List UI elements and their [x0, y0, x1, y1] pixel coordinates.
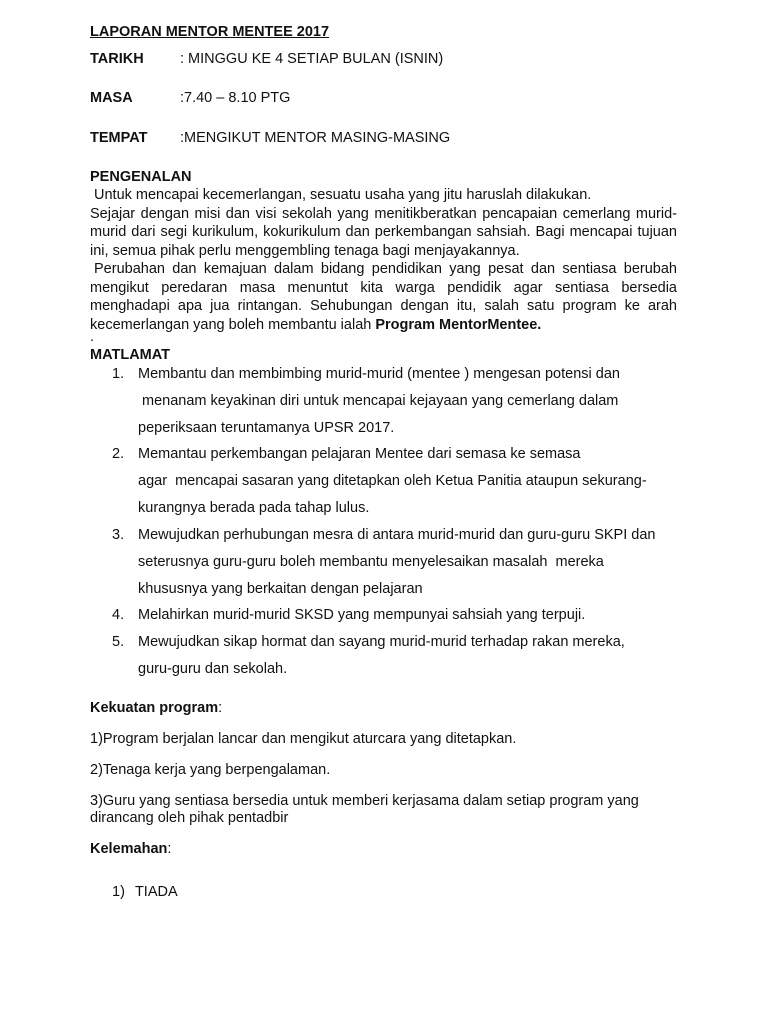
- introduction-paragraph-text: Perubahan dan kemajuan dalam bidang pendidikan yang pesat dan sentiasa berubah mengikut peredaran masa menuntut kita warga pendidik agar sentiasa bersedia menghadapi apa jua rintangan. Sehubungan dengan itu, salah satu program ke arah kecemerlangan yang boleh membantu ialah: [90, 261, 677, 333]
- objective-line: Memantau perkembangan pelajaran Mentee dari semasa ke semasa: [138, 446, 581, 462]
- meta-label: TEMPAT: [90, 130, 148, 146]
- objective-line: kurangnya berada pada tahap lulus.: [138, 500, 370, 516]
- objectives-heading: MATLAMAT: [90, 347, 170, 363]
- strengths-heading: [90, 700, 222, 716]
- objective-number: 4.: [112, 607, 125, 623]
- weakness-number: 1): [112, 884, 125, 900]
- strengths-heading-text: Kekuatan program: [90, 700, 219, 716]
- objective-text: [138, 522, 690, 603]
- weakness-item: [112, 884, 178, 900]
- introduction-paragraph: [90, 260, 677, 334]
- objective-text: [138, 629, 690, 683]
- weakness-text: TIADA: [134, 884, 178, 900]
- objective-number: 1.: [112, 366, 125, 382]
- objective-line: Membantu dan membimbing murid-murid (mentee ) mengesan potensi dan: [138, 366, 620, 382]
- meta-label: MASA: [90, 90, 133, 106]
- objective-line: Mewujudkan perhubungan mesra di antara murid-murid dan guru-guru SKPI dan: [138, 527, 656, 543]
- meta-label: TARIKH: [90, 51, 144, 67]
- objective-line: guru-guru dan sekolah.: [138, 661, 288, 677]
- objective-line: Melahirkan murid-murid SKSD yang mempunyai sahsiah yang terpuji.: [138, 607, 586, 623]
- weaknesses-heading: [90, 841, 171, 857]
- strength-item: 1)Program berjalan lancar dan mengikut aturcara yang ditetapkan.: [90, 731, 517, 747]
- introduction-paragraph: Sejajar dengan misi dan visi sekolah yang menitikberatkan pencapaian cemerlang murid-murid dari segi kurikulum, kokurikulum dan perkembangan sahsiah. Bagi mencapai tujuan ini, semua pihak perlu menggembling tenaga bagi menjayakannya.: [90, 205, 677, 259]
- objective-text: [138, 361, 690, 442]
- objective-number: 2.: [112, 446, 125, 462]
- stray-dot: .: [90, 329, 95, 345]
- objective-text: [138, 441, 690, 522]
- objective-line: Mewujudkan sikap hormat dan sayang murid-murid terhadap rakan mereka,: [138, 634, 625, 650]
- introduction-heading: PENGENALAN: [90, 169, 192, 185]
- objective-number: 3.: [112, 527, 125, 543]
- objective-line: khususnya yang berkaitan dengan pelajaran: [138, 581, 423, 597]
- weaknesses-heading-colon: :: [167, 841, 172, 857]
- introduction-body: [90, 186, 677, 334]
- objective-line: seterusnya guru-guru boleh membantu menyelesaikan masalah mereka: [138, 554, 604, 570]
- introduction-line: Untuk mencapai kecemerlangan, sesuatu usaha yang jitu haruslah dilakukan.: [94, 187, 592, 203]
- meta-value: :MENGIKUT MENTOR MASING-MASING: [180, 130, 451, 146]
- meta-value: : MINGGU KE 4 SETIAP BULAN (ISNIN): [180, 51, 444, 67]
- objective-line: peperiksaan teruntamanya UPSR 2017.: [138, 420, 395, 436]
- program-name: Program MentorMentee.: [375, 316, 542, 333]
- objective-line: menanam keyakinan diri untuk mencapai kejayaan yang cemerlang dalam: [138, 393, 619, 409]
- weaknesses-heading-text: Kelemahan: [90, 841, 168, 857]
- strength-item: 2)Tenaga kerja yang berpengalaman.: [90, 762, 331, 778]
- objective-text: [138, 602, 690, 629]
- objective-number: 5.: [112, 634, 125, 650]
- strengths-heading-colon: :: [218, 700, 223, 716]
- objective-line: agar mencapai sasaran yang ditetapkan oleh Ketua Panitia ataupun sekurang-: [138, 473, 647, 489]
- strength-item: 3)Guru yang sentiasa bersedia untuk memberi kerjasama dalam setiap program yang dirancang oleh pihak pentadbir: [90, 793, 639, 826]
- meta-value: :7.40 – 8.10 PTG: [180, 90, 291, 106]
- document-title: LAPORAN MENTOR MENTEE 2017: [90, 24, 330, 40]
